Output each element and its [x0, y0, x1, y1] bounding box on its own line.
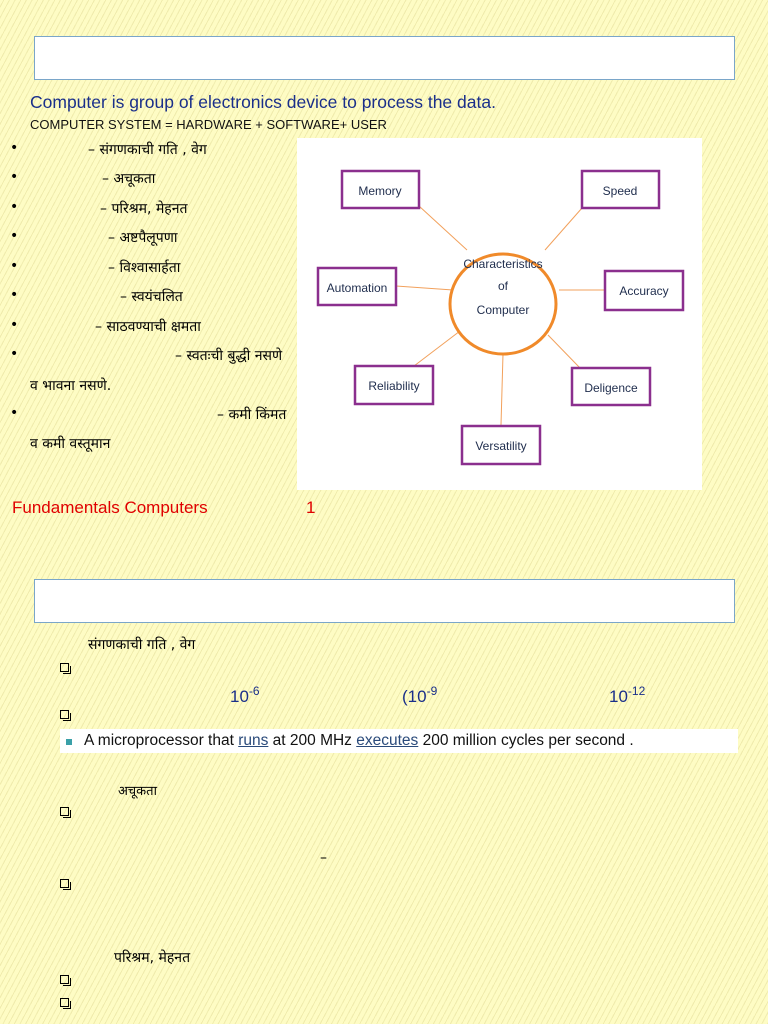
- node-reliability: [355, 366, 433, 404]
- node-memory: [342, 171, 419, 208]
- node-automation: [318, 268, 396, 305]
- checkbox-bullet-icon: [60, 998, 69, 1007]
- checkbox-bullet-icon: [60, 975, 69, 984]
- node-label: Memory: [358, 184, 402, 198]
- checkbox-bullet-icon: [60, 879, 69, 888]
- bullet-marker: •: [10, 317, 19, 333]
- footer-title: Fundamentals Computers: [12, 498, 208, 517]
- bullet-continuation: व कमी वस्तूमान: [30, 436, 111, 452]
- diagram-svg: [297, 138, 702, 490]
- node-versatility: [462, 426, 540, 464]
- power-micro: $10^{-6}$: [230, 684, 260, 706]
- speed-heading: संगणकाची गति , वेग: [88, 637, 196, 653]
- square-bullet-icon: [66, 739, 72, 745]
- bullet-text: – साठवण्याची क्षमता: [95, 319, 201, 335]
- bullet-text: – स्वतःची बुद्धी नसणे: [175, 348, 283, 364]
- bullet-marker: •: [10, 169, 19, 185]
- intro-text: Computer is group of electronics device to process the data.: [30, 92, 496, 112]
- node-label: Accuracy: [619, 284, 669, 298]
- bullet-text: – विश्वासार्हता: [108, 260, 181, 276]
- dash-text: –: [320, 850, 327, 866]
- line-speed: [545, 208, 582, 250]
- bullet-marker: •: [10, 287, 19, 303]
- node-speed: [582, 171, 659, 208]
- bullet-marker: •: [10, 258, 19, 274]
- slide1-title-box: [34, 36, 735, 80]
- bullet-marker: •: [10, 140, 19, 156]
- line-deligence: [548, 335, 580, 368]
- bullet-text: – अचूकता: [102, 171, 156, 187]
- bullet-continuation: व भावना नसणे.: [30, 378, 112, 394]
- executes-link[interactable]: executes: [356, 732, 419, 749]
- power-nano: ($10^{-9}$: [402, 684, 438, 706]
- node-label: Versatility: [475, 439, 527, 453]
- checkbox-bullet-icon: [60, 807, 69, 816]
- checkbox-bullet-icon: [60, 663, 69, 672]
- node-label: Reliability: [368, 379, 420, 393]
- bullet-text: – परिश्रम, मेहनत: [100, 201, 188, 217]
- node-label: Speed: [602, 184, 638, 198]
- bullet-text: – स्वयंचलित: [120, 289, 183, 305]
- node-label: Automation: [326, 281, 388, 295]
- bullet-marker: •: [10, 405, 19, 421]
- checkbox-bullet-icon: [60, 710, 69, 719]
- footer-page-number: 1: [306, 498, 316, 517]
- diligence-heading: परिश्रम, मेहनत: [114, 950, 191, 966]
- accuracy-heading: अचूकता: [118, 784, 157, 799]
- bullet-text: – अष्टपैलूपणा: [108, 230, 178, 246]
- center-label-3: Computer: [476, 303, 530, 317]
- center-label-2: of: [497, 279, 509, 293]
- slide2-title-box: [34, 579, 735, 623]
- node-label: Deligence: [584, 381, 638, 395]
- node-deligence: [572, 368, 650, 405]
- power-pico: $10^{-12}$: [609, 684, 646, 706]
- bullet-marker: •: [10, 199, 19, 215]
- runs-link[interactable]: runs: [238, 732, 269, 749]
- characteristics-diagram: [297, 138, 702, 490]
- bullet-text: – संगणकाची गति , वेग: [88, 142, 207, 158]
- bullet-marker: •: [10, 228, 19, 244]
- line-automation: [396, 286, 453, 290]
- line-reliability: [414, 331, 460, 366]
- computer-system-formula: COMPUTER SYSTEM = HARDWARE + SOFTWARE+ USER: [30, 117, 387, 132]
- line-memory: [419, 206, 467, 250]
- line-versatility: [501, 354, 503, 425]
- microprocessor-text: A microprocessor that runs at 200 MHz executes 200 million cycles per second .: [84, 732, 634, 749]
- bullet-marker: •: [10, 346, 19, 362]
- center-label-1: Characteristics: [463, 257, 543, 271]
- bullet-text: – कमी किंमत: [217, 407, 287, 423]
- node-accuracy: [605, 271, 683, 310]
